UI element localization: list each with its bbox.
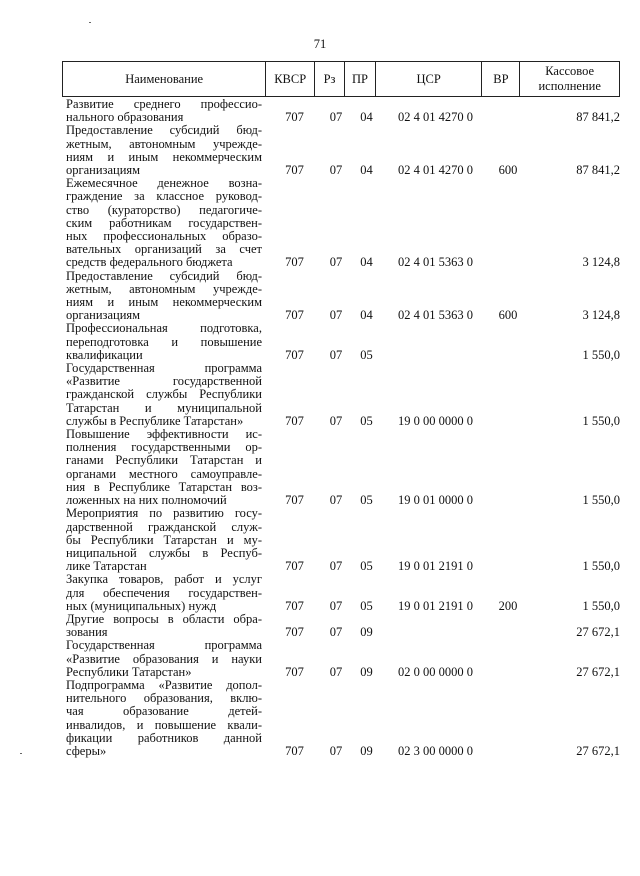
row-name-line: лике Татарстан (66, 559, 147, 574)
row-kass: 87 841,2 (576, 110, 620, 125)
row-name-line: ных профессиональных образо- (66, 229, 262, 244)
row-csr: 02 4 01 5363 0 (398, 308, 473, 323)
header-name: Наименование (63, 62, 266, 96)
row-name-line: вательных организаций за счет (66, 242, 262, 257)
row-name-line: Государственная программа (66, 361, 262, 376)
row-rz: 07 (329, 493, 343, 508)
table-header (62, 61, 620, 97)
row-kvsr: 707 (285, 413, 304, 428)
row-kass: 27 672,1 (576, 743, 620, 758)
row-kvsr: 707 (285, 743, 304, 758)
header-kvsr: КВСР (266, 62, 315, 96)
row-name-line: службы в Республике Татарстан» (66, 413, 244, 428)
row-name-line: Другие вопросы в области обра- (66, 611, 262, 626)
table-row (66, 362, 620, 428)
scan-speck (89, 22, 91, 23)
row-csr: 02 4 01 4270 0 (398, 163, 473, 178)
row-pr: 04 (360, 110, 373, 125)
row-csr: 19 0 01 2191 0 (398, 598, 473, 613)
row-name-line: Предоставление субсидий бюд- (66, 123, 262, 138)
row-name-line: ниципальной службы в Респуб- (66, 545, 262, 560)
row-name-line: ния в Республике Татарстан воз- (66, 479, 262, 494)
row-name-line: органами местного самоуправле- (66, 466, 262, 481)
row-kvsr: 707 (285, 598, 304, 613)
row-vr: 600 (498, 308, 518, 323)
row-name (66, 639, 262, 679)
row-name-line: нительного образования, вклю- (66, 691, 262, 706)
row-name-line: бы Республики Татарстан и му- (66, 532, 262, 547)
row-pr: 05 (360, 493, 373, 508)
row-name-line: сферы» (66, 743, 107, 758)
row-name-line: Профессиональная подготовка, (66, 321, 262, 336)
row-name-line: ганами Республики Татарстан и (66, 453, 262, 468)
row-name (66, 362, 262, 428)
row-name-line: «Развитие государственной (66, 374, 262, 389)
row-csr: 19 0 00 0000 0 (398, 413, 473, 428)
row-name-line: ским работникам государствен- (66, 215, 262, 230)
table-row (66, 428, 620, 507)
row-name-line: ниям и иным некоммерческим (66, 149, 262, 164)
row-kass: 3 124,8 (582, 308, 620, 323)
row-vr: 600 (498, 163, 518, 178)
row-name-line: Ежемесячное денежное возна- (66, 176, 262, 191)
row-pr: 04 (360, 255, 373, 270)
page-number: 71 (313, 37, 327, 51)
table-row (66, 98, 620, 124)
row-kvsr: 707 (285, 308, 304, 323)
row-rz: 07 (329, 347, 343, 362)
row-name-line: ных (муниципальных) нужд (66, 598, 217, 613)
row-name-line: организациям (66, 163, 141, 178)
row-kass: 3 124,8 (582, 255, 620, 270)
row-rz: 07 (329, 743, 343, 758)
header-csr: ЦСР (376, 62, 483, 96)
row-name-line: «Развитие образования и науки (66, 651, 262, 666)
row-name-line: для обеспечения государствен- (66, 585, 262, 600)
row-kass: 1 550,0 (582, 598, 620, 613)
row-kvsr: 707 (285, 347, 304, 362)
table-row (66, 573, 620, 613)
row-name-line: Развитие среднего профессио- (66, 97, 262, 111)
row-name (66, 507, 262, 573)
row-kvsr: 707 (285, 625, 304, 640)
row-csr: 02 4 01 5363 0 (398, 255, 473, 270)
row-name-line: нального образования (66, 110, 184, 125)
row-name (66, 573, 262, 613)
row-kass: 87 841,2 (576, 163, 620, 178)
row-name-line: ниям и иным некоммерческим (66, 295, 262, 310)
row-name-line: Татарстан и муниципальной (66, 400, 262, 415)
row-name-line: ложенных на них полномочий (66, 493, 227, 508)
row-rz: 07 (329, 664, 343, 679)
row-name-line: Повышение эффективности ис- (66, 427, 262, 442)
row-name-line: средств федерального бюджета (66, 255, 233, 270)
row-kass: 1 550,0 (582, 347, 620, 362)
row-kass: 1 550,0 (582, 559, 620, 574)
row-csr: 02 4 01 4270 0 (398, 110, 473, 125)
header-rz: Рз (315, 62, 345, 96)
row-name-line: гражданской службы Республики (66, 387, 262, 402)
row-rz: 07 (329, 163, 343, 178)
row-kass: 27 672,1 (576, 625, 620, 640)
row-pr: 05 (360, 413, 373, 428)
row-name-line: граждение за классное руковод- (66, 189, 262, 204)
row-kass: 27 672,1 (576, 664, 620, 679)
row-name-line: ство (кураторство) педагогиче- (66, 202, 262, 217)
row-name-line: фикации работников данной (66, 730, 262, 745)
row-name-line: Государственная программа (66, 638, 262, 653)
row-name-line: Предоставление субсидий бюд- (66, 268, 262, 283)
table-row (66, 679, 620, 758)
table-row (66, 270, 620, 323)
row-pr: 05 (360, 559, 373, 574)
table-row (66, 613, 620, 639)
row-csr: 19 0 01 2191 0 (398, 559, 473, 574)
row-name-line: Закупка товаров, работ и услуг (66, 572, 262, 587)
header-pr: ПР (345, 62, 376, 96)
row-name (66, 177, 262, 269)
row-csr: 19 0 01 0000 0 (398, 493, 473, 508)
row-pr: 09 (360, 664, 373, 679)
row-kass: 1 550,0 (582, 493, 620, 508)
row-kvsr: 707 (285, 255, 304, 270)
row-rz: 07 (329, 413, 343, 428)
row-csr: 02 3 00 0000 0 (398, 743, 473, 758)
row-rz: 07 (329, 308, 343, 323)
row-name (66, 613, 262, 639)
table-body (66, 98, 620, 758)
row-csr: 02 0 00 0000 0 (398, 664, 473, 679)
row-rz: 07 (329, 559, 343, 574)
row-name-line: чая образование детей- (66, 704, 262, 719)
row-kvsr: 707 (285, 664, 304, 679)
row-pr: 04 (360, 308, 373, 323)
row-pr: 09 (360, 743, 373, 758)
row-name-line: Мероприятия по развитию госу- (66, 506, 262, 521)
row-rz: 07 (329, 255, 343, 270)
row-name-line: Республики Татарстан» (66, 664, 192, 679)
row-rz: 07 (329, 110, 343, 125)
table-row (66, 124, 620, 177)
row-name (66, 270, 262, 323)
row-name-line: переподготовка и повышение (66, 334, 262, 349)
row-name-line: квалификации (66, 347, 143, 362)
row-rz: 07 (329, 625, 343, 640)
row-name-line: жетным, автономным учрежде- (66, 281, 262, 296)
row-name-line: Подпрограмма «Развитие допол- (66, 677, 262, 692)
row-name (66, 679, 262, 758)
row-name-line: полнения государственными ор- (66, 440, 262, 455)
row-name-line: дарственной гражданской служ- (66, 519, 262, 534)
header-kass: Кассовое исполнение (538, 64, 601, 93)
row-kvsr: 707 (285, 559, 304, 574)
row-pr: 09 (360, 625, 373, 640)
row-kvsr: 707 (285, 493, 304, 508)
row-name (66, 322, 262, 362)
row-pr: 05 (360, 598, 373, 613)
row-pr: 05 (360, 347, 373, 362)
row-kvsr: 707 (285, 163, 304, 178)
table-row (66, 507, 620, 573)
table-row (66, 639, 620, 679)
header-vr: ВР (482, 62, 520, 96)
row-name-line: инвалидов, и повышение квали- (66, 717, 262, 732)
row-vr: 200 (498, 598, 518, 613)
row-kass: 1 550,0 (582, 413, 620, 428)
row-name (66, 124, 262, 177)
row-pr: 04 (360, 163, 373, 178)
row-kvsr: 707 (285, 110, 304, 125)
row-name (66, 98, 262, 124)
row-name (66, 428, 262, 507)
scan-speck (20, 753, 22, 754)
table-row (66, 177, 620, 269)
table-row (66, 322, 620, 362)
row-name-line: жетным, автономным учрежде- (66, 136, 262, 151)
row-name-line: зования (66, 625, 108, 640)
row-rz: 07 (329, 598, 343, 613)
row-name-line: организациям (66, 308, 141, 323)
